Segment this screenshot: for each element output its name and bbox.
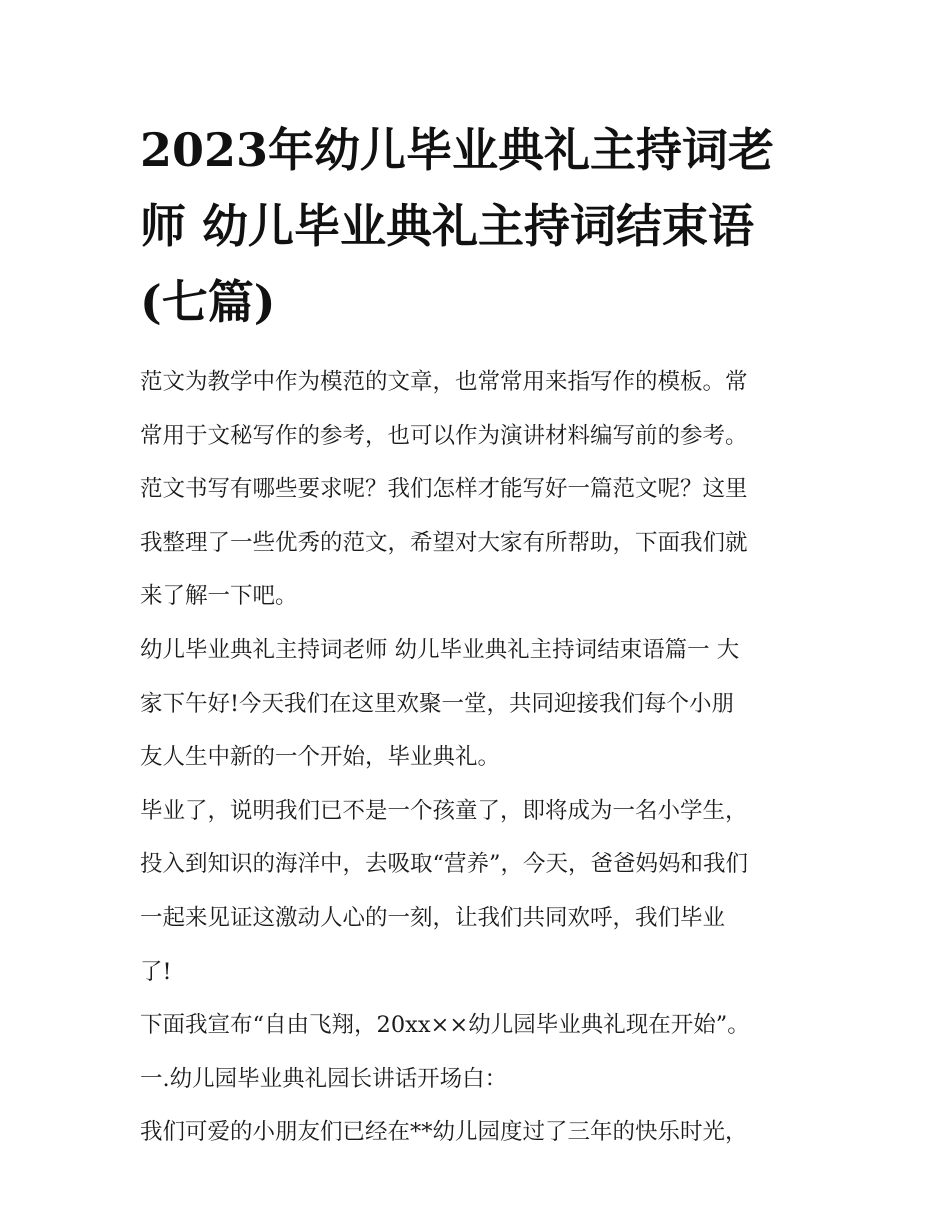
body-line: 一.幼儿园毕业典礼园长讲话开场白： bbox=[140, 1065, 508, 1092]
body-line: 我整理了一些优秀的范文，希望对大家有所帮助，下面我们就 bbox=[140, 529, 748, 556]
body-line: 幼儿毕业典礼主持词老师 幼儿毕业典礼主持词结束语篇一 大 bbox=[140, 636, 740, 663]
body-line: 家下午好!今天我们在这里欢聚一堂，共同迎接我们每个小朋 bbox=[140, 690, 735, 717]
body-line: 来了解一下吧。 bbox=[140, 583, 298, 610]
body-line: 常用于文秘写作的参考，也可以作为演讲材料编写前的参考。 bbox=[140, 422, 748, 449]
body-line: 下面我宣布“自由飞翔，20xx××幼儿园毕业典礼现在开始”。 bbox=[140, 1012, 750, 1039]
title-line: 师 幼儿毕业典礼主持词结束语 bbox=[140, 199, 755, 253]
body-line: 一起来见证这激动人心的一刻，让我们共同欢呼，我们毕业 bbox=[140, 904, 726, 931]
body-line: 范文书写有哪些要求呢？我们怎样才能写好一篇范文呢？这里 bbox=[140, 476, 748, 503]
body-line: 范文为教学中作为模范的文章，也常常用来指写作的模板。常 bbox=[140, 369, 748, 395]
body-line: 了! bbox=[140, 958, 172, 985]
body-line: 我们可爱的小朋友们已经在**幼儿园度过了三年的快乐时光， bbox=[140, 1119, 748, 1146]
title-line: 2023年幼儿毕业典礼主持词老 bbox=[140, 123, 775, 177]
title-line: (七篇) bbox=[140, 275, 276, 329]
document-body bbox=[140, 356, 830, 1160]
body-line: 友人生中新的一个开始，毕业典礼。 bbox=[140, 744, 501, 771]
body-line: 毕业了，说明我们已不是一个孩童了，即将成为一名小学生， bbox=[140, 797, 748, 824]
body-line: 投入到知识的海洋中，去吸取“营养”，今天，爸爸妈妈和我们 bbox=[140, 851, 749, 878]
document-title bbox=[140, 112, 820, 340]
